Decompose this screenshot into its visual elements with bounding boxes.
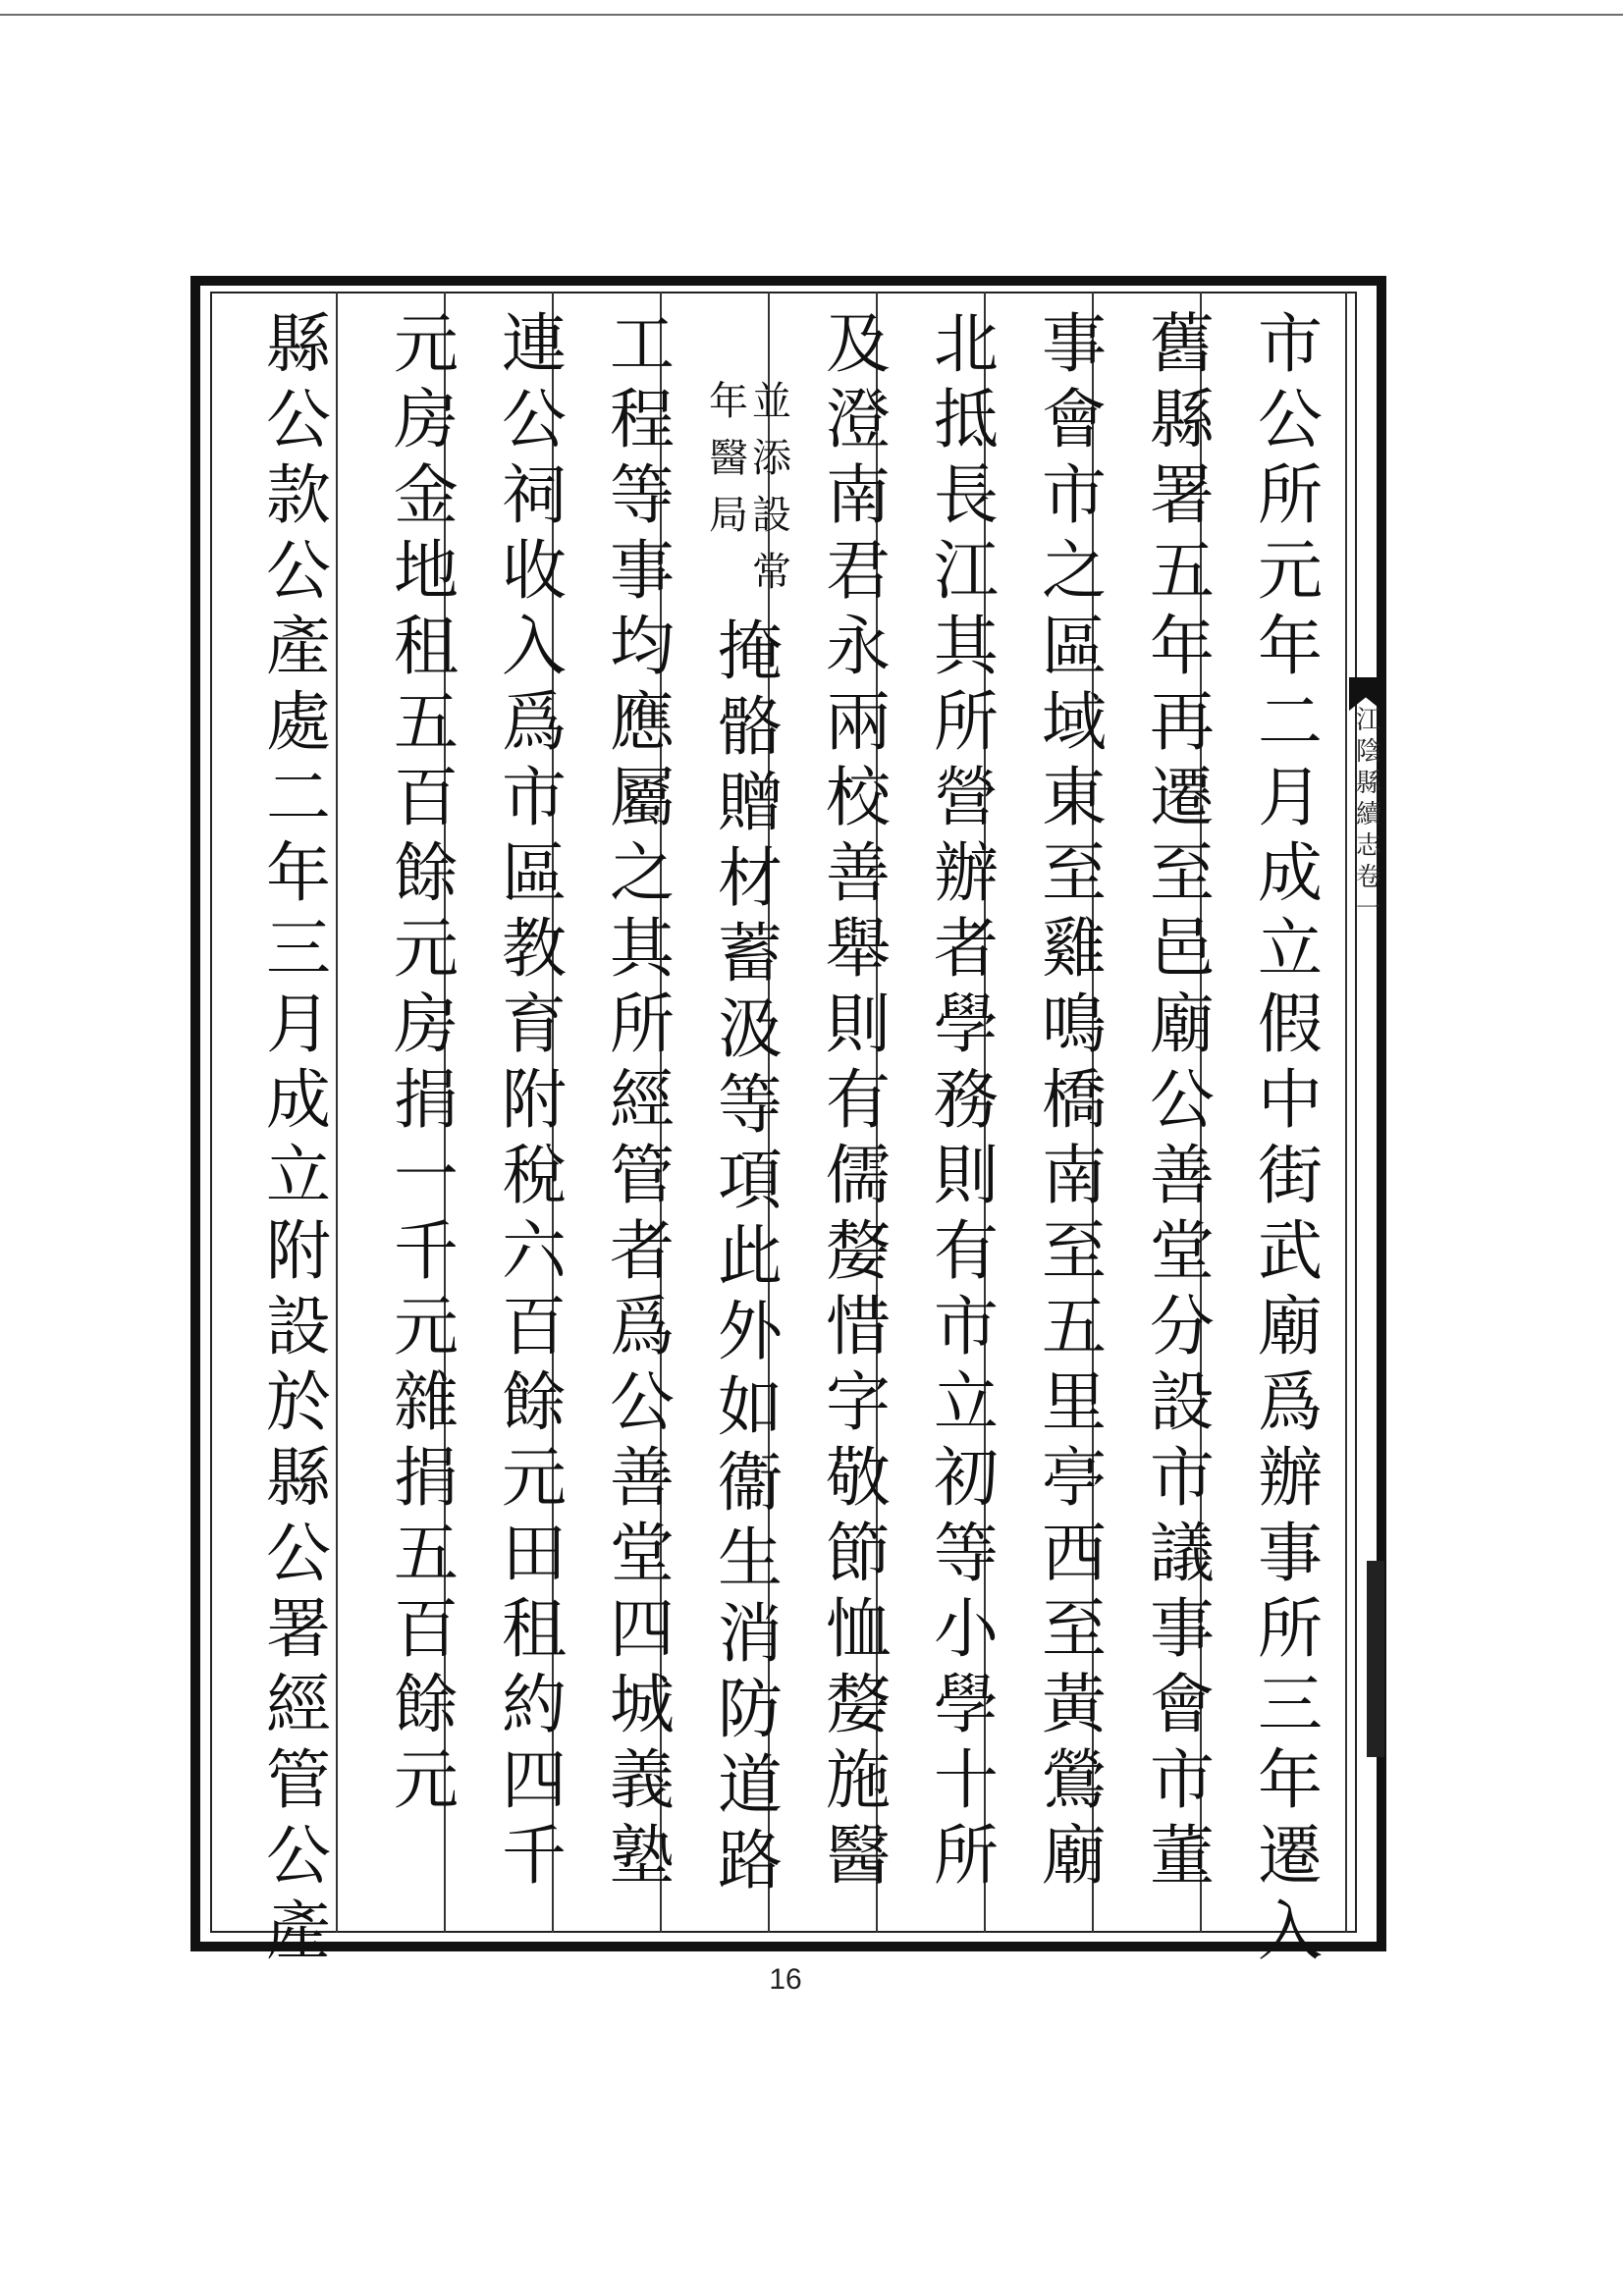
character: 道 bbox=[718, 1747, 783, 1823]
character: 北 bbox=[934, 306, 999, 382]
character: 之 bbox=[1042, 533, 1107, 609]
character: 年 bbox=[1150, 609, 1215, 684]
character: 兩 bbox=[826, 684, 891, 760]
character: 舊 bbox=[1150, 306, 1215, 382]
character: 事 bbox=[1258, 1516, 1323, 1591]
character: 工 bbox=[610, 306, 675, 382]
character: 田 bbox=[502, 1516, 567, 1591]
character: 公 bbox=[266, 1818, 331, 1894]
character: 千 bbox=[394, 1213, 459, 1289]
character: 消 bbox=[718, 1596, 783, 1672]
character: 塾 bbox=[610, 1818, 675, 1894]
character: 教 bbox=[502, 911, 567, 987]
character: 育 bbox=[502, 987, 567, 1062]
character: 等 bbox=[934, 1516, 999, 1591]
character: 及 bbox=[826, 306, 891, 382]
text-column bbox=[1027, 306, 1121, 1926]
character: 年 bbox=[266, 835, 331, 911]
character: 嫠 bbox=[826, 1213, 891, 1289]
character: 惜 bbox=[826, 1289, 891, 1364]
character: 者 bbox=[934, 911, 999, 987]
character: 公 bbox=[266, 533, 331, 609]
character: 成 bbox=[266, 1062, 331, 1138]
character: 市 bbox=[1258, 306, 1323, 382]
character: 千 bbox=[502, 1818, 567, 1894]
character: 捐 bbox=[394, 1440, 459, 1516]
character: 市 bbox=[1042, 457, 1107, 533]
character: 務 bbox=[934, 1062, 999, 1138]
character: 會 bbox=[1042, 382, 1107, 457]
character: 堂 bbox=[610, 1516, 675, 1591]
character: 經 bbox=[610, 1062, 675, 1138]
character: 儒 bbox=[826, 1138, 891, 1213]
character: 四 bbox=[610, 1591, 675, 1667]
character: 百 bbox=[394, 760, 459, 835]
character: 則 bbox=[826, 987, 891, 1062]
character: 成 bbox=[1258, 835, 1323, 911]
character: 稅 bbox=[502, 1138, 567, 1213]
character: 一 bbox=[1355, 894, 1381, 924]
column-rule bbox=[1345, 292, 1347, 1933]
character: 管 bbox=[266, 1742, 331, 1818]
character: 者 bbox=[610, 1213, 675, 1289]
character: 辦 bbox=[934, 835, 999, 911]
character: 施 bbox=[826, 1742, 891, 1818]
character: 元 bbox=[394, 306, 459, 382]
character: 路 bbox=[718, 1823, 783, 1898]
character: 志 bbox=[1355, 831, 1381, 861]
character: 廟 bbox=[1150, 987, 1215, 1062]
character: 項 bbox=[718, 1143, 783, 1218]
character: 月 bbox=[266, 987, 331, 1062]
character: 管 bbox=[610, 1138, 675, 1213]
character: 議 bbox=[1150, 1516, 1215, 1591]
character: 公 bbox=[266, 1516, 331, 1591]
character: 之 bbox=[610, 835, 675, 911]
character: 贈 bbox=[718, 765, 783, 840]
character: 義 bbox=[610, 1742, 675, 1818]
character: 所 bbox=[1258, 457, 1323, 533]
character: 城 bbox=[610, 1667, 675, 1742]
character: 產 bbox=[266, 1894, 331, 1969]
character: 附 bbox=[266, 1213, 331, 1289]
character: 百 bbox=[394, 1591, 459, 1667]
character: 祠 bbox=[502, 457, 567, 533]
text-column bbox=[595, 306, 689, 1926]
character: 卷 bbox=[1355, 863, 1381, 892]
character: 元 bbox=[1258, 533, 1323, 609]
character: 三 bbox=[1258, 1667, 1323, 1742]
character: 市 bbox=[934, 1289, 999, 1364]
character: 所 bbox=[1258, 1591, 1323, 1667]
character: 所 bbox=[610, 987, 675, 1062]
character: 陰 bbox=[1355, 737, 1381, 767]
character: 處 bbox=[266, 684, 331, 760]
character: 五 bbox=[1150, 533, 1215, 609]
character: 公 bbox=[502, 382, 567, 457]
character: 入 bbox=[502, 609, 567, 684]
character: 學 bbox=[934, 1667, 999, 1742]
character: 捐 bbox=[394, 1062, 459, 1138]
character: 小 bbox=[934, 1591, 999, 1667]
character: 產 bbox=[266, 609, 331, 684]
character: 設 bbox=[752, 493, 791, 538]
text-column bbox=[379, 306, 473, 1926]
character: 長 bbox=[934, 457, 999, 533]
character: 善 bbox=[610, 1440, 675, 1516]
text-column bbox=[251, 306, 346, 1969]
character: 節 bbox=[826, 1516, 891, 1591]
character: 廟 bbox=[1258, 1289, 1323, 1364]
character: 市 bbox=[1150, 1440, 1215, 1516]
character: 再 bbox=[1150, 684, 1215, 760]
character: 廟 bbox=[1042, 1818, 1107, 1894]
character: 骼 bbox=[718, 689, 783, 765]
character: 衞 bbox=[718, 1445, 783, 1521]
character: 營 bbox=[934, 760, 999, 835]
character: 域 bbox=[1042, 684, 1107, 760]
character: 此 bbox=[718, 1218, 783, 1294]
character: 等 bbox=[718, 1067, 783, 1143]
character: 則 bbox=[934, 1138, 999, 1213]
edge-mark bbox=[1367, 1561, 1384, 1757]
character: 常 bbox=[752, 550, 791, 595]
character: 會 bbox=[1150, 1667, 1215, 1742]
character: 年 bbox=[709, 379, 748, 424]
character: 爲 bbox=[1258, 1364, 1323, 1440]
character: 程 bbox=[610, 382, 675, 457]
text-column bbox=[811, 306, 905, 1926]
character: 至 bbox=[1150, 835, 1215, 911]
sidebar-title bbox=[1355, 705, 1382, 925]
character: 百 bbox=[502, 1289, 567, 1364]
character: 江 bbox=[1355, 706, 1381, 735]
character: 五 bbox=[394, 684, 459, 760]
character: 舉 bbox=[826, 911, 891, 987]
character: 鳴 bbox=[1042, 987, 1107, 1062]
character: 元 bbox=[502, 1440, 567, 1516]
character: 入 bbox=[1258, 1894, 1323, 1969]
character: 金 bbox=[394, 457, 459, 533]
character: 餘 bbox=[394, 1667, 459, 1742]
character: 應 bbox=[610, 684, 675, 760]
character: 掩 bbox=[718, 614, 783, 689]
character: 邑 bbox=[1150, 911, 1215, 987]
character: 縣 bbox=[1150, 382, 1215, 457]
character: 假 bbox=[1258, 987, 1323, 1062]
character: 並 bbox=[752, 379, 791, 424]
character: 南 bbox=[1042, 1138, 1107, 1213]
character: 遷 bbox=[1150, 760, 1215, 835]
character: 材 bbox=[718, 840, 783, 916]
character: 款 bbox=[266, 457, 331, 533]
character: 董 bbox=[1150, 1818, 1215, 1894]
character: 敬 bbox=[826, 1440, 891, 1516]
character: 所 bbox=[934, 1818, 999, 1894]
character: 署 bbox=[266, 1591, 331, 1667]
inline-note-left bbox=[707, 373, 750, 667]
character: 立 bbox=[934, 1364, 999, 1440]
character: 中 bbox=[1258, 1062, 1323, 1138]
character: 至 bbox=[1042, 1591, 1107, 1667]
inline-note bbox=[703, 373, 797, 667]
character: 二 bbox=[1258, 684, 1323, 760]
character: 其 bbox=[934, 609, 999, 684]
character: 公 bbox=[610, 1364, 675, 1440]
character: 五 bbox=[394, 1516, 459, 1591]
character: 署 bbox=[1150, 457, 1215, 533]
character: 租 bbox=[394, 609, 459, 684]
character: 房 bbox=[394, 987, 459, 1062]
character: 汲 bbox=[718, 991, 783, 1067]
character: 租 bbox=[502, 1591, 567, 1667]
character: 六 bbox=[502, 1213, 567, 1289]
character: 遷 bbox=[1258, 1818, 1323, 1894]
character: 區 bbox=[502, 835, 567, 911]
character: 辦 bbox=[1258, 1440, 1323, 1516]
character: 生 bbox=[718, 1521, 783, 1596]
character: 君 bbox=[826, 533, 891, 609]
character: 事 bbox=[1150, 1591, 1215, 1667]
character: 外 bbox=[718, 1294, 783, 1369]
character: 善 bbox=[826, 835, 891, 911]
character: 公 bbox=[1258, 382, 1323, 457]
character: 收 bbox=[502, 533, 567, 609]
character: 分 bbox=[1150, 1289, 1215, 1364]
character: 永 bbox=[826, 609, 891, 684]
character: 初 bbox=[934, 1440, 999, 1516]
character: 公 bbox=[1150, 1062, 1215, 1138]
character: 所 bbox=[934, 684, 999, 760]
character: 市 bbox=[1150, 1742, 1215, 1818]
character: 爲 bbox=[502, 684, 567, 760]
character: 雜 bbox=[394, 1364, 459, 1440]
character: 餘 bbox=[394, 835, 459, 911]
character: 縣 bbox=[1355, 769, 1381, 798]
character: 區 bbox=[1042, 609, 1107, 684]
character: 設 bbox=[1150, 1364, 1215, 1440]
character: 江 bbox=[934, 533, 999, 609]
character: 均 bbox=[610, 609, 675, 684]
top-rule bbox=[0, 14, 1623, 16]
character: 三 bbox=[266, 911, 331, 987]
character: 鶯 bbox=[1042, 1742, 1107, 1818]
character: 地 bbox=[394, 533, 459, 609]
character: 餘 bbox=[502, 1364, 567, 1440]
character: 蓄 bbox=[718, 916, 783, 991]
character: 爲 bbox=[610, 1289, 675, 1364]
text-column bbox=[487, 306, 581, 1926]
character: 經 bbox=[266, 1667, 331, 1742]
inline-note-right bbox=[750, 373, 793, 667]
character: 一 bbox=[394, 1138, 459, 1213]
character: 市 bbox=[502, 760, 567, 835]
character: 亭 bbox=[1042, 1440, 1107, 1516]
character: 縣 bbox=[266, 1440, 331, 1516]
character: 堂 bbox=[1150, 1213, 1215, 1289]
character: 有 bbox=[826, 1062, 891, 1138]
character: 至 bbox=[1042, 1213, 1107, 1289]
character: 四 bbox=[502, 1742, 567, 1818]
character: 黃 bbox=[1042, 1667, 1107, 1742]
character: 元 bbox=[394, 911, 459, 987]
character: 防 bbox=[718, 1672, 783, 1747]
character: 至 bbox=[1042, 835, 1107, 911]
character: 公 bbox=[266, 382, 331, 457]
character: 連 bbox=[502, 306, 567, 382]
character: 校 bbox=[826, 760, 891, 835]
character: 事 bbox=[1042, 306, 1107, 382]
character: 立 bbox=[266, 1138, 331, 1213]
character: 有 bbox=[934, 1213, 999, 1289]
text-column bbox=[1243, 306, 1337, 1969]
character: 其 bbox=[610, 911, 675, 987]
character: 附 bbox=[502, 1062, 567, 1138]
character: 於 bbox=[266, 1364, 331, 1440]
character: 設 bbox=[266, 1289, 331, 1364]
character: 街 bbox=[1258, 1138, 1323, 1213]
character: 月 bbox=[1258, 760, 1323, 835]
character: 局 bbox=[709, 493, 748, 538]
character: 縣 bbox=[266, 306, 331, 382]
character: 學 bbox=[934, 987, 999, 1062]
character: 醫 bbox=[826, 1818, 891, 1894]
character: 西 bbox=[1042, 1516, 1107, 1591]
character: 醫 bbox=[709, 436, 748, 481]
character: 字 bbox=[826, 1364, 891, 1440]
character: 五 bbox=[1042, 1289, 1107, 1364]
character: 里 bbox=[1042, 1364, 1107, 1440]
character: 恤 bbox=[826, 1591, 891, 1667]
character: 房 bbox=[394, 382, 459, 457]
character: 南 bbox=[826, 457, 891, 533]
character: 澄 bbox=[826, 382, 891, 457]
character: 善 bbox=[1150, 1138, 1215, 1213]
character: 橋 bbox=[1042, 1062, 1107, 1138]
character: 年 bbox=[1258, 609, 1323, 684]
character: 東 bbox=[1042, 760, 1107, 835]
character: 立 bbox=[1258, 911, 1323, 987]
character: 元 bbox=[394, 1742, 459, 1818]
character: 如 bbox=[718, 1369, 783, 1445]
character: 續 bbox=[1355, 800, 1381, 829]
character: 年 bbox=[1258, 1742, 1323, 1818]
character: 雞 bbox=[1042, 911, 1107, 987]
character: 武 bbox=[1258, 1213, 1323, 1289]
character: 抵 bbox=[934, 382, 999, 457]
character: 添 bbox=[752, 436, 791, 481]
character: 十 bbox=[934, 1742, 999, 1818]
character: 事 bbox=[610, 533, 675, 609]
text-column bbox=[919, 306, 1013, 1926]
character: 約 bbox=[502, 1667, 567, 1742]
text-column bbox=[1135, 306, 1229, 1926]
page-number: 16 bbox=[769, 1963, 802, 1996]
character: 等 bbox=[610, 457, 675, 533]
character: 嫠 bbox=[826, 1667, 891, 1742]
character: 元 bbox=[394, 1289, 459, 1364]
character: 二 bbox=[266, 760, 331, 835]
character: 屬 bbox=[610, 760, 675, 835]
